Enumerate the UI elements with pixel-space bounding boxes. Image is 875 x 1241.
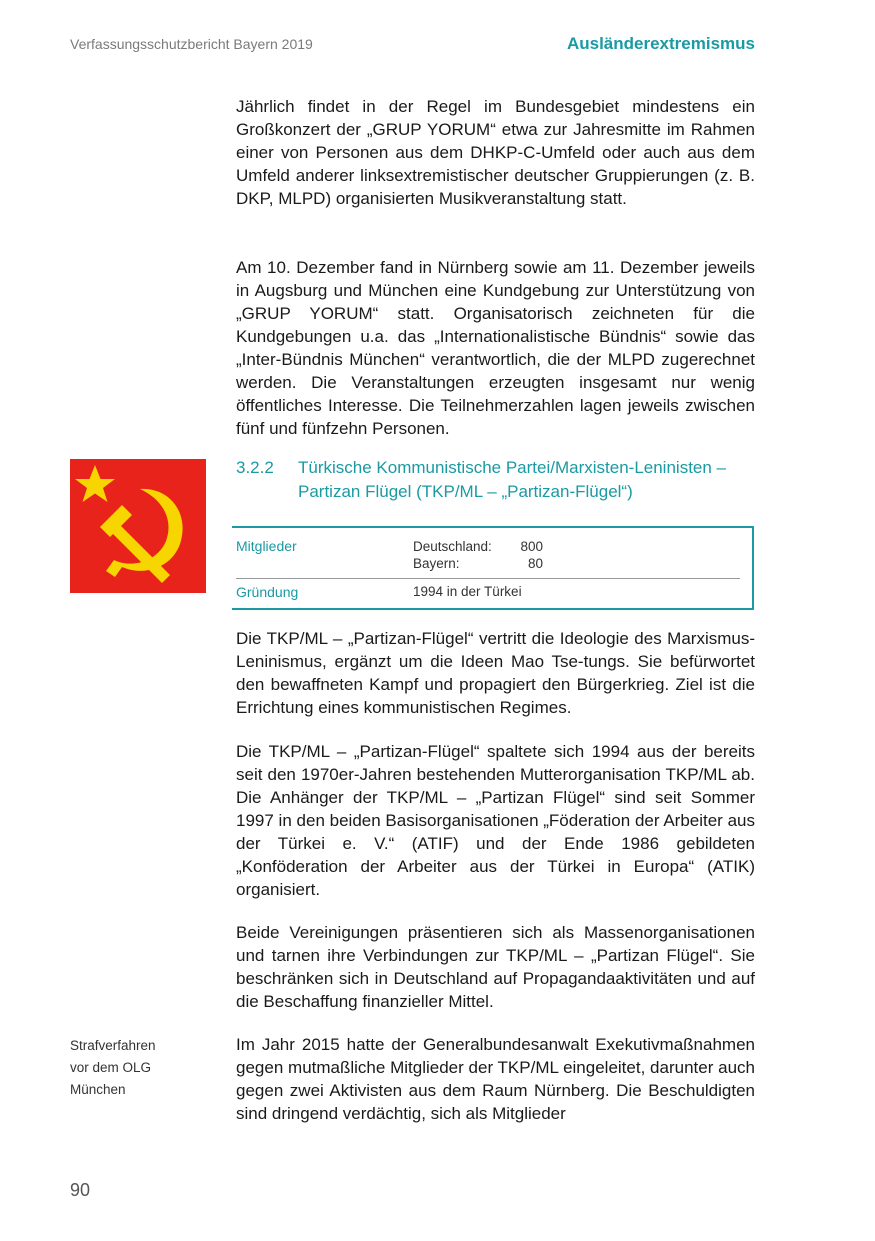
paragraph-text: Jährlich findet in der Regel im Bundesgebiet mindestens ein Großkonzert der „GRUP YORUM“ etwa zur Jahresmitte im Rahmen einer von Personen aus dem DHKP-C-Umfeld oder auch aus dem Umfeld anderer linksextremistischer deutscher Gruppierungen (z. B. DKP, MLPD) organisierten Musikveranstaltung statt.	[236, 97, 755, 208]
members-entry	[413, 555, 543, 572]
members-values	[413, 538, 543, 572]
paragraph	[236, 256, 755, 440]
paragraph	[236, 95, 755, 210]
region-label: Deutschland:	[413, 539, 492, 554]
margin-note-line: vor dem OLG	[70, 1060, 152, 1075]
margin-note	[70, 1035, 200, 1101]
info-box	[232, 526, 754, 610]
members-label: Mitglieder	[236, 538, 297, 554]
member-count: 800	[520, 539, 543, 554]
members-entry	[413, 538, 543, 555]
founded-value: 1994 in der Türkei	[413, 584, 522, 599]
page-number: 90	[70, 1180, 91, 1200]
region-label: Bayern:	[413, 556, 460, 571]
section-number: 3.2.2	[236, 458, 274, 477]
founded-label: Gründung	[236, 584, 299, 600]
paragraph	[236, 740, 755, 901]
paragraph-text: Beide Vereinigungen präsentieren sich als Massenorganisationen und tarnen ihre Verbindungen zur TKP/ML – „Partizan Flügel“. Sie beschränken sich in Deutschland auf Propagandaaktivitäten und auf die Beschaffung finanzieller Mittel.	[236, 923, 755, 1011]
members-row	[236, 538, 740, 579]
chapter-title: Ausländerextremismus	[566, 34, 755, 53]
paragraph	[236, 627, 755, 719]
margin-note-line: Strafverfahren	[70, 1038, 156, 1053]
section-title: Türkische Kommunistische Partei/Marxisten-Leninisten – Partizan Flügel (TKP/ML – „Partizan-Flügel“)	[298, 458, 727, 501]
paragraph-text: Im Jahr 2015 hatte der Generalbundesanwalt Exekutivmaßnahmen gegen mutmaßliche Mitglieder der TKP/ML eingeleitet, darunter auch gegen zwei Aktivisten aus dem Raum Nürnberg. Die Beschuldigten sind dringend verdächtig, sich als Mitglieder	[236, 1035, 755, 1123]
member-count: 80	[527, 556, 543, 571]
paragraph	[236, 1033, 755, 1125]
paragraph-text: Am 10. Dezember fand in Nürnberg sowie am 11. Dezember jeweils in Augsburg und München eine Kundgebung zur Unterstützung von „GRUP YORUM“ statt. Organisatorisch zeichneten für die Kundgebungen u.a. das „Internationalistische Bündnis“ sowie das „Inter-Bündnis München“ verantwortlich, die der MLPD zugerechnet werden. Die Veranstaltungen erzeugten insgesamt nur wenig öffentliches Interesse. Die Teilnehmerzahlen lagen jeweils zwischen fünf und fünfzehn Personen.	[236, 258, 755, 438]
paragraph-text: Die TKP/ML – „Partizan-Flügel“ spaltete sich 1994 aus der bereits seit den 1970er-Jahren bestehenden Mutterorganisation TKP/ML ab. Die Anhänger der TKP/ML – „Partizan Flügel“ sind seit Sommer 1997 in den beiden Basisorganisationen „Föderation der Arbeiter aus der Türkei e. V.“ (ATIF) und der Ende 1986 gebildeten „Konföderation der Arbeiter aus der Türkei in Europa“ (ATIK) organisiert.	[236, 742, 755, 899]
paragraph	[236, 921, 755, 1013]
paragraph-text: Die TKP/ML – „Partizan-Flügel“ vertritt die Ideologie des Marxismus-Leninismus, ergänzt um die Ideen Mao Tse-tungs. Sie befürwortet den bewaffneten Kampf und propagiert den Bürgerkrieg. Ziel ist die Errichtung eines kommunistischen Regimes.	[236, 629, 755, 717]
section-heading	[236, 456, 766, 504]
hammer-sickle-flag-icon	[70, 459, 206, 593]
running-header-title: Verfassungsschutzbericht Bayern 2019	[70, 36, 313, 52]
margin-note-line: München	[70, 1082, 126, 1097]
